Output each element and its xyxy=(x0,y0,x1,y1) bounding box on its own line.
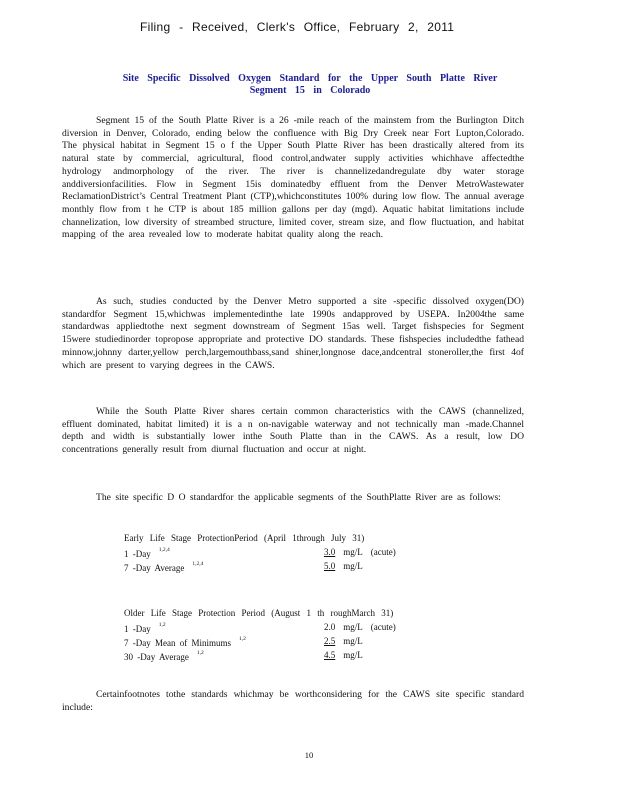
title-line-1: Site Specific Dissolved Oxygen Standard for the Upper South Platte River xyxy=(122,73,498,84)
standard-label: 7 -Day Mean of Minimums $^{1,2}$ xyxy=(124,636,246,648)
standard-label: 30 -Day Average $^{1,2}$ xyxy=(124,650,204,662)
standard-value: 3.0 mg/L (acute) xyxy=(324,547,396,557)
document-title xyxy=(60,73,560,97)
title-line-2: Segment 15 in Colorado xyxy=(249,85,371,96)
standard-value: 4.5 mg/L xyxy=(324,650,363,660)
paragraph-segment-description: Segment 15 of the South Platte River is a 26 -mile reach of the mainstem from the Burlington Ditch diversion in Denver, Colorado, ending below the confluence with Big Dry Creek near Fort Lupton,Colorado. The physical habitat in Segment 15 o f the Upper South Platte River has been drastically altered from its natural state by commercial, agricultural, flood control,andwater supply activities whichhave affectedthe hydrology andmorphology of the river. The river is channelizedandregulate dby water storage anddiversionfacilities. Flow in Segment 15is dominatedby effluent from the Denver MetroWastewater ReclamationDistrict’s Central Treatment Plant (CTP),whichconstitutes 100% during low flow. The annual average monthly flow from t he CTP is about 185 million gallons per day (mgd). Aquatic habitat limitations include channelization, low diversity of streambed structure, limited cover, stream size, and flow fluctuation, and habitat mapping of the area revealed low to moderate habitat quality along the reach. xyxy=(62,115,524,241)
paragraph-denver-metro-studies: As such, studies conducted by the Denver Metro supported a site -specific dissolved oxygen(DO) standardfor Segment 15,whichwas implementedinthe late 1990s andapproved by USEPA. In2004the same standardwas appliedtothe next segment downstream of Segment 15as well. Target fishspecies for Segment 15were studiedinorder topropose appropriate and protective DO standards. These fishspecies includedthe fathead minnow,johnny darter,yellow perch,largemouthbass,sand shiner,longnose dace,andcentral stoneroller,the first 4of which are present to varying degrees in the CAWS. xyxy=(62,296,524,371)
standard-row xyxy=(124,547,444,561)
standard-row xyxy=(124,561,444,575)
page-number: 10 xyxy=(304,750,314,760)
standard-value: 5.0 mg/L xyxy=(324,561,363,571)
standard-row xyxy=(124,636,444,650)
filing-header: Filing - Received, Clerk's Office, February 2, 2011 xyxy=(140,20,455,34)
standard-label: 1 -Day $^{1,2,4}$ xyxy=(124,547,170,559)
early-life-stage-standards xyxy=(124,533,444,575)
paragraph-caws-comparison: While the South Platte River shares certain common characteristics with the CAWS (channelized, effluent dominated, habitat limited) it is a n on-navigable waterway and not technically man -made.Channel depth and width is substantially lower inthe South Platte than in the CAWS. As a result, low DO concentrations generally result from diurnal fluctuation and occur at night. xyxy=(62,406,524,456)
standard-value: 2.0 mg/L (acute) xyxy=(324,622,396,632)
older-life-stage-standards xyxy=(124,608,444,664)
standard-row xyxy=(124,650,444,664)
standard-value: 2.5 mg/L xyxy=(324,636,363,646)
standard-row xyxy=(124,622,444,636)
standard-label: 1 -Day $^{1,2}$ xyxy=(124,622,166,634)
paragraph-footnotes-intro: Certainfootnotes tothe standards whichmay be worthconsidering for the CAWS site specific standard include: xyxy=(62,689,524,713)
paragraph-standard-intro: The site specific D O standardfor the applicable segments of the SouthPlatte River are as follows: xyxy=(96,492,501,503)
standard-label: 7 -Day Average $^{1,2,4}$ xyxy=(124,561,204,573)
older-life-stage-heading: Older Life Stage Protection Period (August 1 th roughMarch 31) xyxy=(124,608,394,618)
early-life-stage-heading: Early Life Stage ProtectionPeriod (April 1through July 31) xyxy=(124,533,365,543)
